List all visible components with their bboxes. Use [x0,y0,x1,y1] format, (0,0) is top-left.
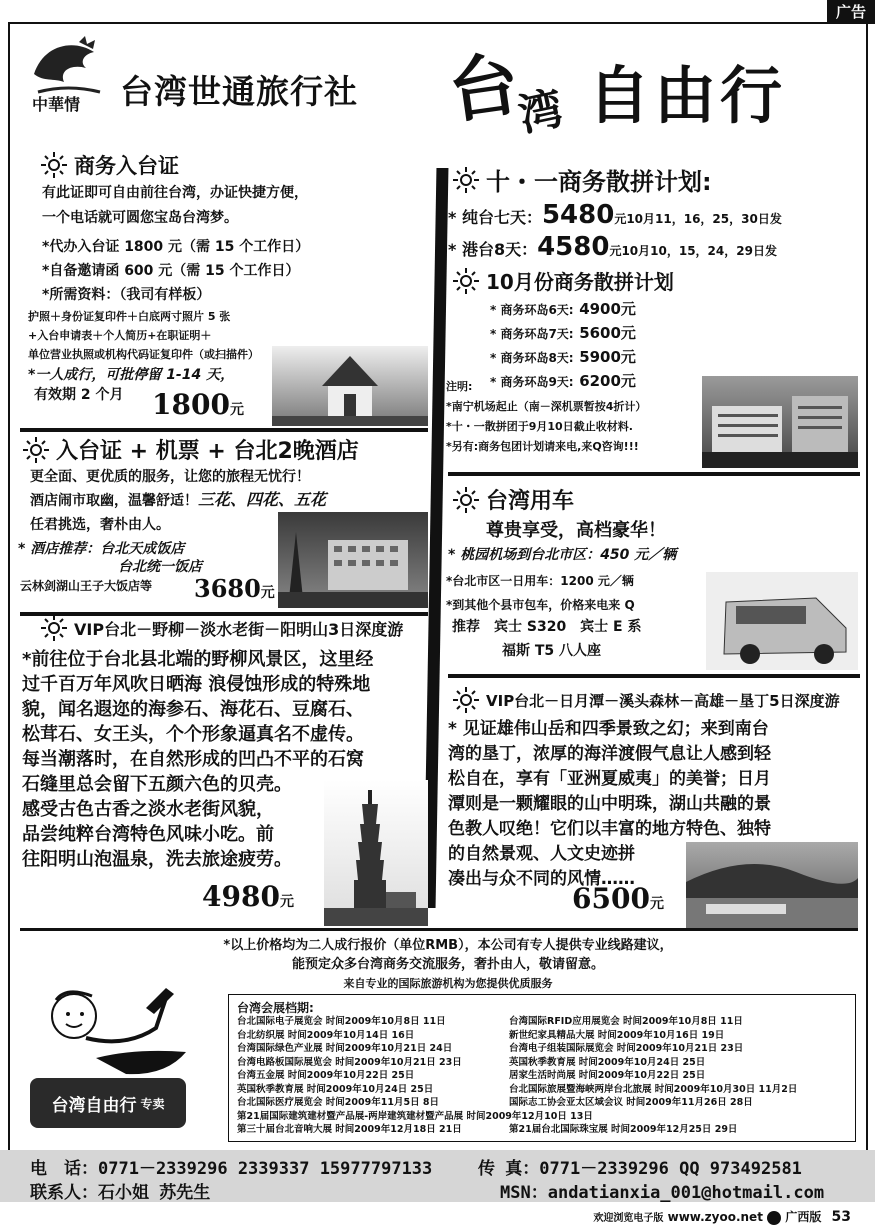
sun-icon [40,614,68,642]
expo-item: 台湾五金展 时间2009年10月22日 25日 [237,1070,415,1081]
bottom-rule [20,928,858,931]
tour3-p7: 感受古色古香之淡水老街风貌， [22,799,274,820]
tour-list [490,298,636,394]
kenting-image [686,842,858,928]
logo-text: 中華情 [32,95,81,114]
tour3-p5: 每当潮落时，在自然形成的凹凸不平的石窝 [22,749,364,770]
pkg-rec3: 云林剑湖山王子大饭店等 [20,579,153,593]
agency-name: 台湾世通旅行社 [120,72,358,111]
van-photo [706,572,858,670]
taipei101-image [324,780,428,926]
tour5-unit: 元 [649,896,664,912]
expo-item: 第三十届台北音响大展 时间2009年12月18日 21日 [237,1124,462,1135]
memorial-hall-photo [272,346,428,426]
pkg-price-block [194,574,275,603]
oct-row2-label: * 港台8天： [448,240,538,259]
tour5-p1: * 见证雄伟山岳和四季景致之幻；来到南台 [448,719,769,739]
tour3-p2: 过千百万年风吹日晒海 浪侵蚀形成的特殊地 [22,674,371,695]
oct-note-label: 注明: [446,380,473,393]
oct-note2: *十・一散拼团于9月10日截止收材料. [446,420,633,433]
oct-row1 [448,200,782,230]
expo-spacer [509,1110,797,1124]
kenting-photo [686,842,858,928]
fax-number: 0771－2339296 [539,1159,669,1179]
fax-label: 传 真： [478,1159,540,1179]
tour3-price-block [202,880,294,913]
left-rule-1 [20,428,428,432]
oct-note1: *南宁机场起止（南－深机票暂按4折计） [446,400,647,413]
tour3-p1: *前往位于台北县北端的野柳风景区，这里经 [22,649,374,670]
pkg-unit: 元 [260,585,275,601]
tour3-p9: 往阳明山泡温泉，洗去旅途疲劳。 [22,849,292,870]
page-number: 53 [831,1209,851,1225]
badge-sub: 专卖 [140,1096,165,1111]
bp-note1: *一人成行，可批停留 1-14 天， [28,367,235,383]
package-title [22,434,359,465]
footer-site[interactable]: www.zyoo.net [667,1210,763,1224]
headline-char-tai: 台 [443,41,525,134]
tour5-p5: 色教人叹绝！它们以丰富的地方特色、独特 [448,819,771,839]
expo-item: 台湾国际RFID应用展览会 时间2009年10月8日 11日 [509,1016,743,1027]
footer-welcome: 欢迎浏览电子版 [593,1213,664,1224]
tour-price: 5900元 [579,348,636,366]
bp-unit: 元 [229,402,244,418]
oct-row1-label: * 纯台七天： [448,208,542,227]
business-pass-title [40,150,179,180]
sun-icon [40,151,68,179]
city-building-photo [702,376,858,468]
car-title-text: 台湾用车 [486,489,575,514]
car-slogan: 尊贵享受，高档豪华！ [486,520,666,541]
expo-item: 台湾国际绿色产业展 时间2009年10月21日 24日 [237,1043,453,1054]
expo-schedule [228,994,856,1142]
hotel-image [278,512,428,608]
tour-price: 5600元 [579,324,636,342]
ad-tag: 广告 [827,0,875,24]
city-building-image [702,376,858,468]
mascot-icon [26,978,202,1088]
headline-ziyouxing: 自由行 [588,59,787,132]
memorial-hall-image [272,346,428,426]
list-item [490,322,636,346]
msn-address[interactable]: andatianxia_001@hotmail.com [547,1183,825,1203]
bp-item3: *所需资料：（我司有样板） [42,287,211,303]
tour3-price: 4980 [202,880,280,913]
pkg-line2a: 酒店闹市取幽，温馨舒适！ [30,493,198,509]
tour5-p6: 的自然景观、人文史迹拼 [448,844,635,864]
bp-item1: *代办入台证 1800 元（需 15 个工作日） [42,239,310,255]
footer-brand: 广西版 [785,1210,822,1224]
bp-docs2: +入台申请表＋个人简历+在职证明＋ [28,329,212,342]
sun-icon [452,166,480,194]
bp-price-block [152,388,244,421]
oct-plan-title-text: 十・一商务散拼计划: [486,168,712,196]
expo-item: 台北国际电子展览会 时间2009年10月8日 11日 [237,1016,446,1027]
oct-row2-price: 4580 [537,232,610,262]
tour3-p6: 石缝里总会留下五颜六色的贝壳。 [22,774,292,795]
agency-logo [24,34,114,118]
tour3-title [40,614,403,642]
person-label: 联系人： [30,1183,98,1203]
expo-item: 台湾电路板国际展览会 时间2009年10月21日 23日 [237,1056,462,1068]
tour5-price: 6500 [572,882,650,915]
expo-item: 台湾电子组装国际展览会 时间2009年10月21日 23日 [509,1043,744,1054]
oct-plan-title [452,162,712,197]
oct-note3: *另有:商务包团计划请来电,来Q咨询!!! [446,440,639,453]
sun-icon [452,267,480,295]
tour-name: * 商务环岛8天: [490,351,574,365]
contact-msn [500,1178,824,1203]
pkg-price: 3680 [194,574,261,603]
expo-item: 国际志工协会亚太区域会议 时间2009年11月26日 28日 [509,1097,753,1108]
car-line4: 推荐 宾士 S320 宾士 E 系 [452,619,642,635]
sun-icon [452,486,480,514]
headline-char-wan: 湾 [514,82,568,142]
bp-intro1: 有此证即可自由前往台湾，办证快捷方便， [42,185,308,201]
bp-note2: 有效期 2 个月 [34,387,124,403]
expo-item: 台北国际医疗展览会 时间2009年11月5日 8日 [237,1097,439,1108]
car-title [452,484,574,515]
bp-item2: *自备邀请函 600 元（需 15 个工作日） [42,263,300,279]
tour-name: * 商务环岛9天: [490,375,574,389]
person-names: 石小姐 苏先生 [98,1183,211,1203]
phone-label: 电 话： [30,1159,98,1179]
expo-item: 新世纪家具精品大展 时间2009年10月16日 19日 [509,1029,725,1041]
contact-row1 [30,1154,432,1179]
taipei101-photo [324,780,428,926]
msn-label: MSN： [500,1183,548,1203]
expo-item: 台北国际旅展暨海峡两岸台北旅展 时间2009年10月30日 11月2日 [509,1083,798,1095]
pkg-line3: 任君挑选，奢朴由人。 [30,517,170,533]
tour5-price-block [572,882,664,915]
oct-plan-title2-text: 10月份商务散拼计划 [486,270,674,294]
tour5-p3: 松自在，享有「亚洲夏威夷」的美誉；日月 [448,769,771,789]
bp-price: 1800 [152,388,230,421]
business-pass-title-text: 商务入台证 [74,154,179,178]
tour-price: 6200元 [579,372,636,390]
oct-row2 [448,232,777,262]
expo-item: 英国秋季教育展 时间2009年10月24日 25日 [237,1083,434,1095]
pkg-rec2: 台北统一饭店 [118,559,202,575]
qq-number: QQ 973492581 [679,1159,802,1179]
tour-name: * 商务环岛6天: [490,303,574,317]
phone-numbers: 0771－2339296 2339337 15977797133 [98,1159,433,1179]
tour3-unit: 元 [279,894,294,910]
list-item [490,346,636,370]
brand-circle-icon [767,1211,781,1225]
tour5-p7: 凑出与众不同的风情…… [448,869,635,889]
oct-row1-price: 5480 [541,200,615,230]
contact-fax [478,1154,802,1179]
disclaimer [118,936,778,993]
hotel-photo [278,512,428,608]
package-title-text: 入台证 + 机票 + 台北2晚酒店 [56,439,359,464]
list-item [490,298,636,322]
headline [443,32,828,142]
tour5-title [452,686,840,714]
tour5-title-text: VIP台北－日月潭－溪头森林－高雄－垦丁5日深度游 [486,691,840,710]
oct-row2-dates: 元10月10，15，24，29日发 [609,244,777,258]
sun-icon [22,436,50,464]
expo-item: 第21届国际建筑建材暨产品展-两岸建筑建材暨产品展 时间2009年12月10日 13日 [237,1110,593,1122]
pkg-rec1: * 酒店推荐：台北天成饭店 [18,541,185,557]
bp-docs3: 单位营业执照或机构代码证复印件（或扫描件） [28,348,259,361]
van-image [706,572,858,670]
ziyouxing-badge [30,1078,186,1128]
pkg-line2b: 三花、四花、五花 [198,490,327,509]
pkg-line2 [30,488,326,513]
expo-item: 台北纺织展 时间2009年10月14日 16日 [237,1029,415,1041]
car-line3: *到其他个县市包车，价格来电来 Q [446,598,635,612]
disclaimer-l3: 来自专业的国际旅游机构为您提供优质服务 [343,977,553,990]
expo-item: 居家生活时尚展 时间2009年10月22日 25日 [509,1070,706,1081]
right-rule-2 [448,674,860,678]
list-item [490,370,636,394]
tour-price: 4900元 [579,300,636,318]
disclaimer-l1: *以上价格均为二人成行报价（单位RMB），本公司有专人提供专业线路建议， [223,938,673,953]
car-line1: * 桃园机场到台北市区：450 元／辆 [448,547,677,563]
contact-row2 [30,1178,210,1203]
tour3-title-text: VIP台北－野柳－淡水老街－阳明山3日深度游 [74,619,404,639]
sun-icon [452,686,480,714]
tour3-p4: 松茸石、女王头，个个形象逼真名不虚传。 [22,724,364,745]
bp-docs1: 护照＋身份证复印件＋白底两寸照片 5 张 [28,310,231,323]
tour5-p4: 潭则是一颗耀眼的山中明珠，湖山共融的景 [448,794,771,814]
pkg-line1: 更全面、更优质的服务，让您的旅程无忧行！ [30,469,310,485]
oct-plan-title2 [452,266,674,295]
tour3-p3: 貌，闻名遐迩的海参石、海花石、豆腐石、 [22,699,364,720]
expo-right-col [509,1015,797,1137]
expo-item: 第21届台北国际珠宝展 时间2009年12月25日 29日 [509,1124,738,1135]
bp-intro2: 一个电话就可圆您宝岛台湾梦。 [42,210,238,226]
car-line2: *台北市区一日用车：1200 元／辆 [446,574,634,588]
expo-title: 台湾会展档期: [237,1001,314,1015]
footer [593,1208,851,1225]
expo-item: 英国秋季教育展 时间2009年10月24日 25日 [509,1056,706,1068]
right-rule-1 [448,472,860,476]
tour5-p2: 湾的垦丁，浓厚的海洋渡假气息让人感到轻 [448,744,771,764]
disclaimer-l2: 能预定众多台湾商务交流服务，奢扑由人，敬请留意。 [291,957,604,972]
tour3-p8: 品尝纯粹台湾特色风味小吃。前 [22,824,274,845]
car-line5: 福斯 T5 八人座 [502,643,602,659]
badge-main: 台湾自由行 [51,1095,137,1116]
oct-row1-dates: 元10月11，16，25，30日发 [614,212,782,226]
tour-name: * 商务环岛7天: [490,327,574,341]
